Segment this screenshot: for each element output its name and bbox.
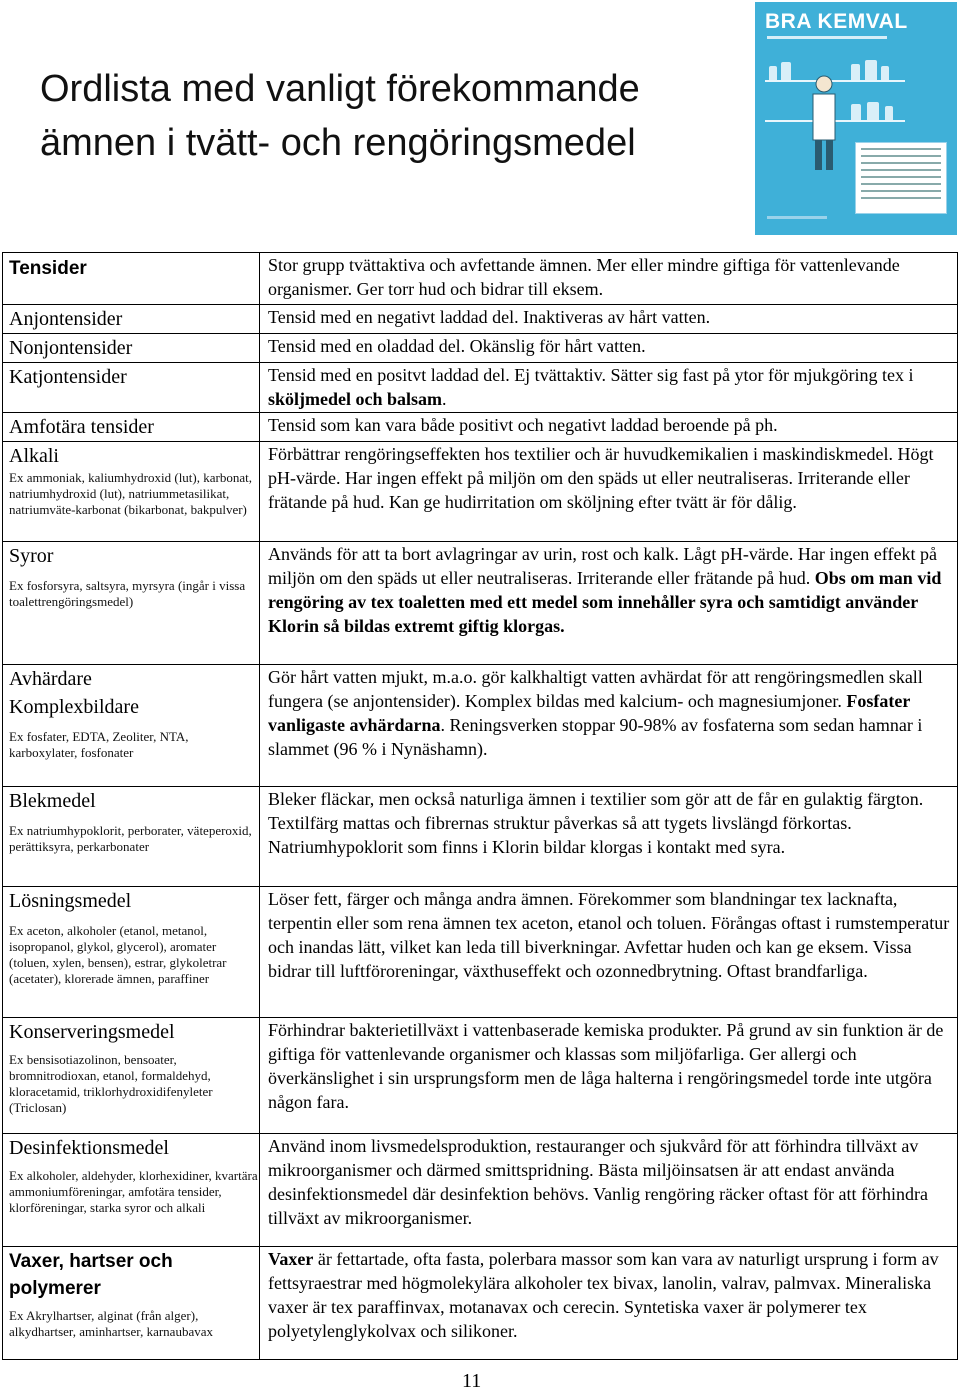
definition: Förhindrar bakterietillväxt i vattenbaserade kemiska produkter. På grund av sin funktion är de giftiga för vattenlevande organismer och klassas som miljöfarliga. Ger allergi och överkänslighet i sin ursprungsform men de låga halterna i rengöringsmedel torde inte utgöra någon fara.	[268, 1020, 944, 1112]
cover-text-box	[855, 142, 947, 214]
definition-cell	[260, 1134, 958, 1247]
glossary-row	[3, 1247, 958, 1360]
term-cell	[3, 542, 260, 665]
definition: är fettartade, ofta fasta, polerbara massor som kan vara av naturligt ursprung i form av fettsyraestrar med högmolekylära alkoholer tex bivax, lanolin, valrav, palmvax. Mineraliska vaxer är tex paraffinvax, motanavax och cerecin. Syntetiska vaxer är polymerer tex polyetylenglykolvax och silikoner.	[268, 1249, 939, 1341]
page-title	[40, 62, 740, 170]
definition-cell	[260, 787, 958, 887]
definition-cell	[260, 1247, 958, 1360]
term: Syror	[9, 545, 54, 567]
term-cell	[3, 442, 260, 542]
term-examples: Ex bensisotiazolinon, bensoater, bromnitrodioxan, etanol, formaldehyd, kloracetamid, triklorhydroxidifenyleter (Triclosan)	[9, 1052, 213, 1115]
cover-bottle	[769, 66, 777, 80]
term-examples: Ex aceton, alkoholer (etanol, metanol, isopropanol, glykol, glycerol), aromater (toluen, xylen, bensen), estrar, glykoletrar (acetater), klorerade ämnen, paraffiner	[9, 923, 227, 986]
term-cell	[3, 363, 260, 413]
cover-bottle	[885, 106, 893, 120]
glossary-row	[3, 1134, 958, 1247]
term-cell	[3, 665, 260, 787]
book-cover-image	[755, 2, 957, 235]
definition: Tensid med en positvt laddad del. Ej tvättaktiv. Sätter sig fast på ytor för mjukgöring tex i	[268, 365, 914, 385]
definition: Använd inom livsmedelsproduktion, restauranger och sjukvård för att förhindra tillväxt av mikroorganismer och därmed smittspridning. Bästa miljöinsatsen är att endast använda desinfektionsmedel där desinfektion behövs. Vanlig rengöring räcker oftast för att förhindra tillväxt av mikroorganismer.	[268, 1136, 928, 1228]
glossary-row	[3, 363, 958, 413]
term: Avhärdare	[9, 668, 92, 690]
term-cell	[3, 887, 260, 1018]
glossary-row	[3, 253, 958, 305]
glossary-row	[3, 542, 958, 665]
definition: Stor grupp tvättaktiva och avfettande ämnen. Mer eller mindre giftiga för vattenlevande organismer. Ger torr hud och bidrar till eksem.	[268, 255, 900, 299]
definition: Tensid med en negativt laddad del. Inaktiveras av hårt vatten.	[268, 307, 711, 327]
definition-cell	[260, 305, 958, 334]
term-cell	[3, 1134, 260, 1247]
definition: Används för att ta bort avlagringar av urin, rost och kalk. Lågt pH-värde. Har ingen effekt på miljön om den späds ut eller neutraliseras. Irriterande eller frätande på hud.	[268, 544, 937, 588]
term-examples: Ex ammoniak, kaliumhydroxid (lut), karbonat, natriumhydroxid (lut), natriummetasilikat, natriumväte-karbonat (bikarbonat, bakpulver)	[9, 470, 252, 517]
definition-cell	[260, 665, 958, 787]
title-line-2: ämnen i tvätt- och rengöringsmedel	[40, 122, 636, 164]
term-examples: Ex fosfater, EDTA, Zeoliter, NTA, karboxylater, fosfonater	[9, 729, 189, 760]
definition-end: .	[442, 389, 447, 409]
term: Anjontensider	[9, 308, 123, 330]
definition-end: . Reningsverken stoppar 90-98% av fosfaterna som sedan hamnar i slammet (96 % i Nynäshamn).	[268, 715, 923, 759]
definition-cell	[260, 442, 958, 542]
term-cell	[3, 1018, 260, 1134]
term-cell	[3, 334, 260, 363]
definition: Tensid med en oladdad del. Okänslig för hårt vatten.	[268, 336, 646, 356]
term-cell	[3, 253, 260, 305]
term: Nonjontensider	[9, 337, 133, 359]
cover-person-illustration	[807, 74, 841, 174]
definition-cell	[260, 363, 958, 413]
definition-cell	[260, 413, 958, 442]
term: Vaxer, hartser och polymerer	[9, 1251, 173, 1299]
cover-footer-bar	[767, 216, 827, 219]
term-cell	[3, 413, 260, 442]
term-secondary: Komplexbildare	[9, 696, 139, 718]
term: Desinfektionsmedel	[9, 1137, 169, 1159]
term-examples: Ex alkoholer, aldehyder, klorhexidiner, kvartära ammoniumföreningar, amfotära tensider, klorföreningar, starka syror och alkali	[9, 1168, 258, 1215]
definition-emphasis: sköljmedel och balsam	[268, 389, 443, 409]
term: Alkali	[9, 445, 59, 467]
definition-emphasis: Vaxer	[268, 1249, 314, 1269]
definition-cell	[260, 887, 958, 1018]
term-cell	[3, 305, 260, 334]
term-examples: Ex Akrylhartser, alginat (från alger), alkydhartser, aminhartser, karnaubavax	[9, 1308, 213, 1339]
glossary-row	[3, 787, 958, 887]
definition: Förbättrar rengöringseffekten hos textilier och är huvudkemikalien i maskindiskmedel. Högt pH-värde. Har ingen effekt på miljön om den späds ut eller neutraliseras. Irriterande eller frätande på hud. Kan ge hudirritation om sköljning efter tvätt är för dålig.	[268, 444, 934, 512]
definition: Bleker fläckar, men också naturliga ämnen i textilier som gör att de får en gulaktig färgton. Textilfärg mattas och fibrernas struktur påverkas så att tygets livslängd förkortas. Natriumhypoklorit som finns i Klorin bildar klorgas i kontakt med syra.	[268, 789, 924, 857]
term-cell	[3, 787, 260, 887]
cover-bottle	[851, 104, 861, 120]
glossary-row	[3, 887, 958, 1018]
term: Tensider	[9, 258, 87, 279]
glossary-row	[3, 665, 958, 787]
cover-bottle	[851, 64, 860, 80]
term: Konserveringsmedel	[9, 1021, 175, 1043]
term: Blekmedel	[9, 790, 96, 812]
page-number: 11	[462, 1370, 482, 1392]
definition-emphasis: Fosfater vanligaste avhärdarna	[268, 691, 910, 735]
definition-cell	[260, 253, 958, 305]
definition: Gör hårt vatten mjukt, m.a.o. gör kalkhaltigt vatten avhärdat för att rengöringsmedlen skall fungera (se anjontensider). Komplex bildas med kalcium- och magnesiumjoner.	[268, 667, 923, 711]
definition-cell	[260, 334, 958, 363]
glossary-row	[3, 1018, 958, 1134]
definition-cell	[260, 542, 958, 665]
cover-bottle	[881, 66, 889, 80]
term-examples: Ex fosforsyra, saltsyra, myrsyra (ingår i vissa toalettrengöringsmedel)	[9, 578, 246, 609]
term: Katjontensider	[9, 366, 127, 388]
glossary-row	[3, 334, 958, 363]
term-cell	[3, 1247, 260, 1360]
glossary-row	[3, 442, 958, 542]
definition-warning: Obs om man vid rengöring av tex toaletten med ett medel som innehåller syra och samtidigt använder Klorin så bildas extremt giftig klorgas.	[268, 568, 942, 636]
title-line-1: Ordlista med vanligt förekommande	[40, 68, 640, 110]
cover-subtitle-bar	[767, 36, 887, 39]
term: Amfotära tensider	[9, 416, 154, 438]
definition: Löser fett, färger och många andra ämnen. Förekommer som blandningar tex lacknafta, terpentin eller som rena ämnen tex aceton, etanol och toluen. Förångas oftast i rumstemperatur och inandas lätt, vilket kan leda till biverkningar. Avfettar huden och kan ge eksem. Vissa bidrar till luftföroreningar, växthuseffekt och ozonnedbrytning. Oftast brandfarliga.	[268, 889, 950, 981]
definition-cell	[260, 1018, 958, 1134]
cover-bottle	[781, 62, 791, 80]
cover-bottle	[867, 102, 879, 120]
definition: Tensid som kan vara både positivt och negativt laddad beroende på ph.	[268, 415, 778, 435]
term-examples: Ex natriumhypoklorit, perborater, väteperoxid, perättiksyra, perkarbonater	[9, 823, 252, 854]
glossary-row	[3, 305, 958, 334]
glossary-row	[3, 413, 958, 442]
term: Lösningsmedel	[9, 890, 132, 912]
cover-title: BRA KEMVAL	[765, 10, 908, 33]
cover-bottle	[865, 60, 877, 80]
glossary-table	[2, 252, 958, 1360]
